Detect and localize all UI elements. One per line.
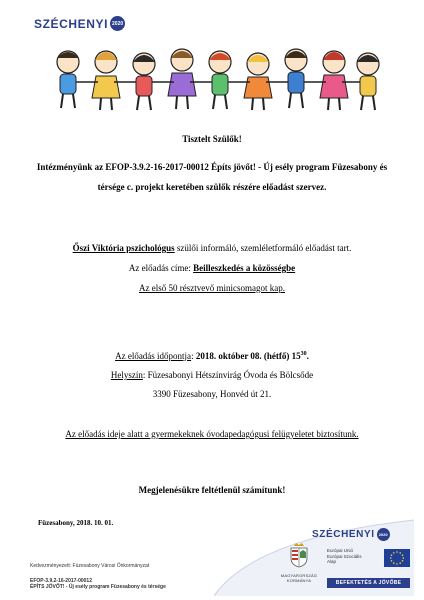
brand-name: SZÉCHENYI [34, 16, 109, 31]
kid-1 [57, 51, 79, 108]
crest-text-1: MAGYARORSZÁG [280, 573, 318, 578]
time-end: . [306, 351, 309, 361]
intro-paragraph: Intézményünk az EFOP-3.9.2-16-2017-00012 Építs jövőt! - Új esély program Füzesabony és térsége c. projekt keretében szülők részére előadást szervez. [36, 162, 388, 192]
time-label: Az előadás időpontja [115, 351, 192, 361]
address-line: 3390 Füzesabony, Honvéd út 21. [152, 389, 272, 399]
szechenyi-logo-small [312, 528, 390, 541]
crest-icon [288, 542, 310, 568]
gift-line: Az első 50 résztvevő minicsomagot kap. [139, 283, 285, 293]
szechenyi-logo [34, 16, 125, 31]
beneficiary-text: Kedvezményezett: Füzesabony Városi Önkormányzat [30, 563, 150, 569]
place-line [30, 366, 394, 385]
speaker-rest: szülői informáló, szemléletformáló előadást tart. [174, 243, 352, 253]
kid-5 [209, 51, 231, 109]
kid-7 [285, 49, 307, 108]
brand-badge: 2020 [110, 16, 125, 31]
date-line: Füzesabony, 2018. 10. 01. [38, 519, 114, 527]
kid-8 [320, 51, 348, 110]
eu-text [327, 548, 362, 565]
title-line [30, 258, 394, 278]
kid-9 [357, 53, 379, 110]
kid-3 [133, 53, 155, 110]
project-name: ÉPÍTS JÖVŐT! - Új esély program Füzesabony és térsége [30, 584, 166, 590]
eu-info-block [214, 498, 414, 596]
time-minutes: 30 [300, 351, 307, 357]
place-value: : Füzesabonyi Hétszínvirág Óvoda és Bölcsőde [142, 370, 314, 380]
eu-text-3: Alap [327, 559, 337, 564]
project-block [30, 578, 166, 590]
eu-banner: BEFEKTETÉS A JÖVŐBE [327, 578, 410, 588]
greeting: Tisztelt Szülők! [182, 134, 242, 144]
time-value: 2018. október 08. (hétfő) 15 [195, 351, 301, 361]
eu-text-1: Európai Unió [327, 548, 354, 553]
closing-line: Megjelenésükre feltétlenül számítunk! [138, 485, 286, 495]
speaker-name: Őszi Viktória pszichológus [72, 243, 175, 253]
title-label: Az előadás címe: [128, 263, 194, 273]
eu-logo-box [327, 548, 410, 588]
kid-4 [168, 49, 196, 109]
lecture-info [30, 238, 394, 298]
place-label: Helyszín [110, 370, 143, 380]
crest-text-2: KORMÁNYA [286, 578, 312, 583]
title-value: Beilleszkedés a közösségbe [193, 263, 296, 273]
event-details [30, 345, 394, 404]
kid-2 [92, 51, 120, 110]
brand-name-small: SZÉCHENYI [312, 529, 375, 540]
children-illustration [48, 40, 383, 118]
hungary-crest [274, 542, 324, 583]
time-line: Az előadás időpontja: 2018. október 08. (hétfő) $15^{30}$. [115, 351, 309, 361]
speaker-line [30, 238, 394, 258]
project-code: EFOP-3.9.2-16-2017-00012 [30, 578, 92, 584]
brand-badge-small: 2020 [377, 528, 390, 541]
supervision-note: Az előadás ideje alatt a gyermekeknek óvodapedagógusi felügyeletet biztosítunk. [65, 429, 359, 439]
eu-flag-icon [384, 549, 410, 567]
eu-text-2: Európai Szociális [327, 553, 362, 559]
